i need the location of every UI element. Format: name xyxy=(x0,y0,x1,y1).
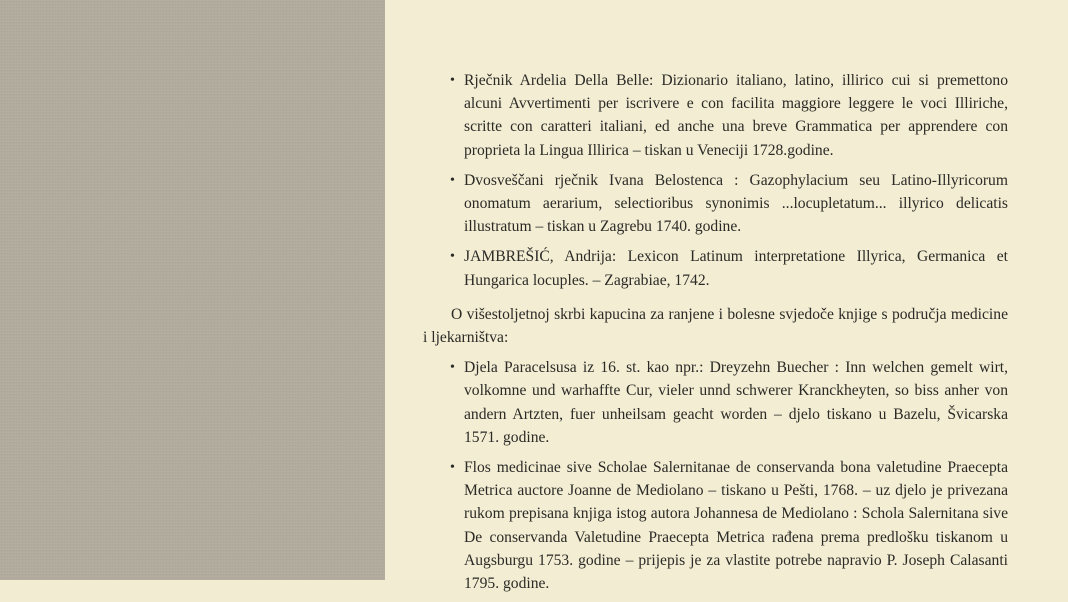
list-item xyxy=(423,245,1008,291)
bullet-icon: • xyxy=(450,73,455,88)
medicine-books-list xyxy=(423,356,1008,595)
text-content xyxy=(423,69,1008,602)
list-item xyxy=(423,456,1008,595)
dictionaries-list xyxy=(423,69,1008,292)
list-item xyxy=(423,69,1008,162)
list-item xyxy=(423,356,1008,449)
bullet-icon: • xyxy=(450,460,455,476)
list-item-text: Djela Paracelsusa iz 16. st. kao npr.: Dreyzehn Buecher : Inn welchen gemelt wirt, volkomne und warhaffte Cur, vieler unnd schwerer Kranckheyten, so biss anher von andern Artzten, fuer unheilsam geacht worden – djelo tiskano u Bazelu, Švicarska 1571. godine. xyxy=(464,359,1008,446)
body-paragraph: O višestoljetnoj skrbi kapucina za ranjene i bolesne svjedoče knjige s područja medicine i ljekarništva: xyxy=(423,305,1008,347)
bullet-icon: • xyxy=(450,249,455,265)
list-item-text: JAMBREŠIĆ, Andrija: Lexicon Latinum interpretatione Illyrica, Germanica et Hungarica locuples. – Zagrabiae, 1742. xyxy=(464,248,1008,289)
list-item xyxy=(423,169,1008,239)
list-item-text: Dvosveščani rječnik Ivana Belostenca : Gazophylacium seu Latino-Illyricorum onomatum aerarium, selectioribus synonimis ...locupletatum... illyrico delicatis illustratum – tiskan u Zagrebu 1740. godine. xyxy=(464,171,1008,236)
list-item-text: Flos medicinae sive Scholae Salernitanae de conservanda bona valetudine Praecepta Metrica auctore Joanne de Mediolano – tiskano u Pešti, 1768. – uz djelo je privezana rukom prepisana knjiga istog autora Johannesa de Mediolano : Schola Salernitana sive De conservanda Valetudine Praecepta Metrica rađena prema predlošku tiskanom u Augsburgu 1753. godine – prijepis je za vlastite potrebe napravio P. Joseph Calasanti 1795. godine. xyxy=(464,459,1008,593)
list-item-text: Rječnik Ardelia Della Belle: Dizionario italiano, latino, illirico cui si premettono alcuni Avvertimenti per iscrivere e con facilita maggiore leggere le voci Illiriche, scritte con caratteri italiani, ed anche una breve Grammatica per apprendere con proprieta la Lingua Illirica – tiskan u Veneciji 1728.godine. xyxy=(464,72,1008,159)
bullet-icon: • xyxy=(450,360,455,376)
gray-side-panel xyxy=(0,0,385,580)
bullet-icon: • xyxy=(450,172,455,188)
text-page xyxy=(385,0,1068,593)
